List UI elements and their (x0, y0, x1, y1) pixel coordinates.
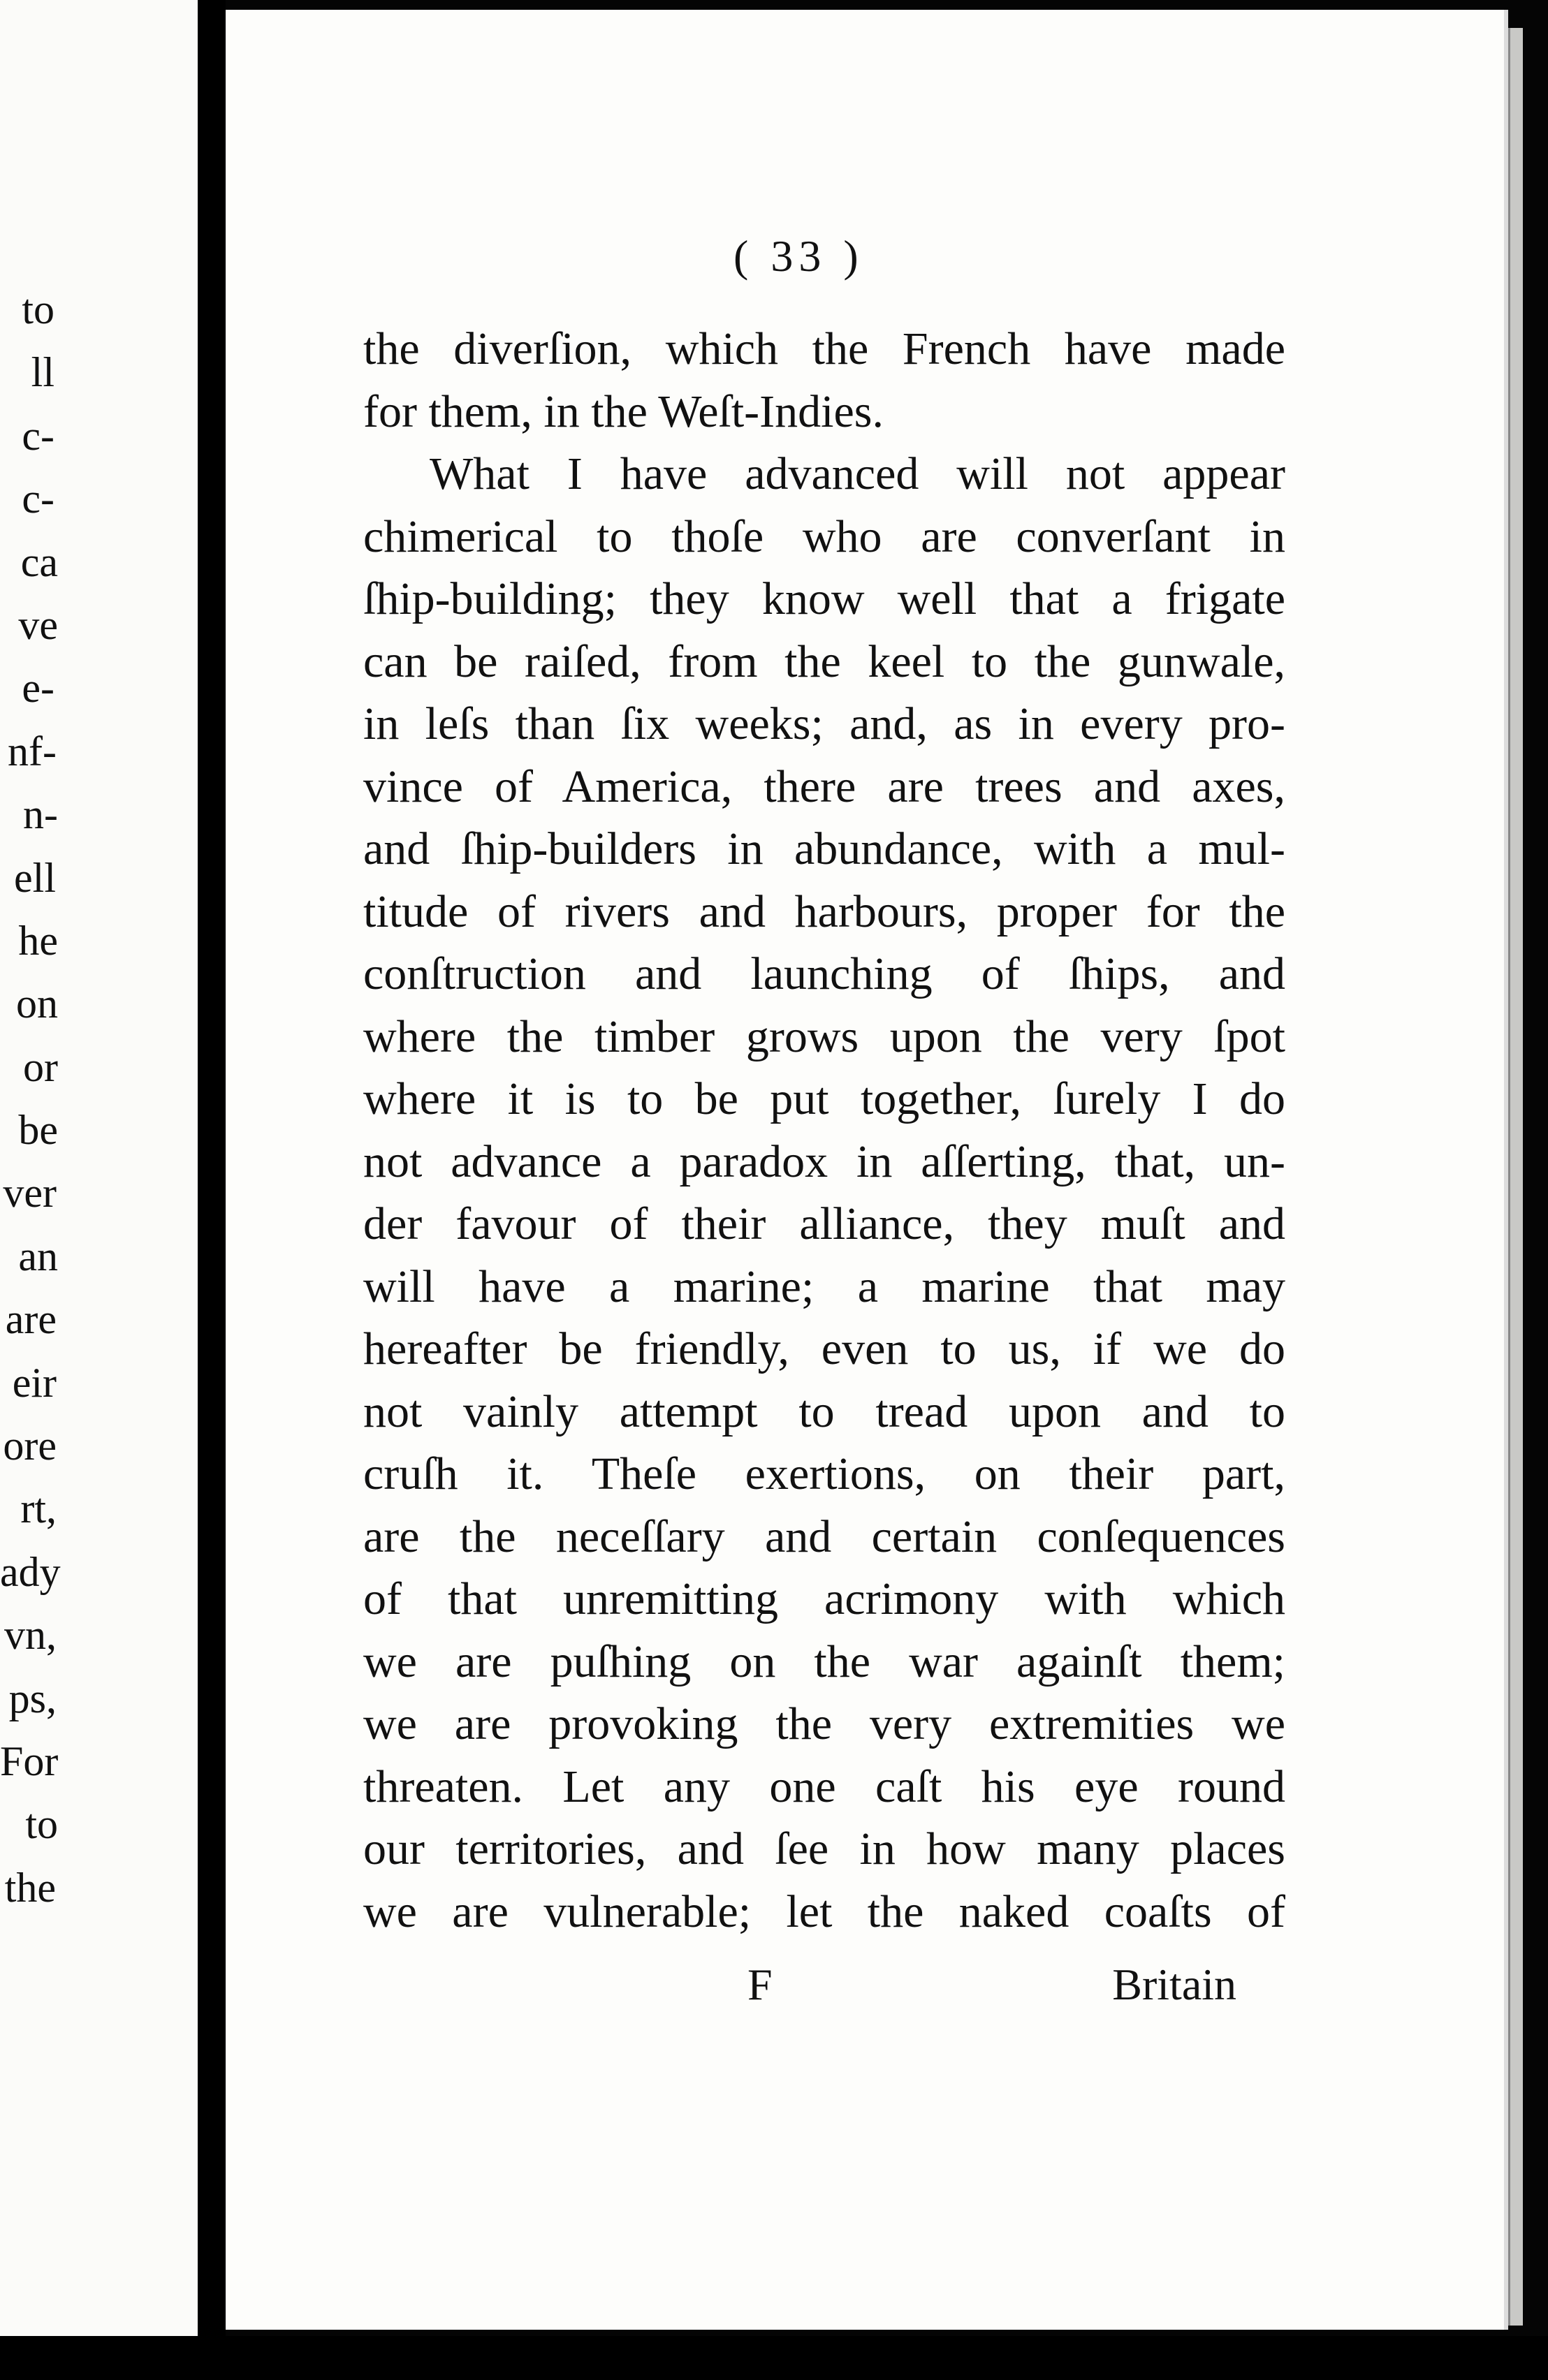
text-line: we are vulnerable; let the naked coaſts of (363, 1886, 1285, 1937)
page-footer (747, 1959, 1236, 2022)
text-line: ſhip-building; they know well that a frigate (363, 573, 1285, 624)
book-gutter (198, 0, 226, 2380)
text-line: What I have advanced will not appear (430, 448, 1285, 499)
text-line: we are provoking the very extremities we (363, 1698, 1285, 1749)
fragment-line: to (22, 286, 54, 332)
signature-mark: F (747, 1960, 773, 2009)
fragment-line: nf- (8, 728, 57, 774)
text-line: we are puſhing on the war againſt them; (363, 1636, 1285, 1687)
fragment-line: on (16, 980, 58, 1027)
fragment-line: e- (22, 665, 54, 712)
text-line: where it is to be put together, ſurely I do (363, 1073, 1285, 1124)
fragment-line: ore (3, 1423, 57, 1469)
fragment-line: the (4, 1864, 56, 1911)
fragment-line: ver (3, 1170, 57, 1217)
fragment-line: eir (12, 1359, 57, 1406)
fragment-line: c- (22, 476, 54, 522)
fragment-line: ady (0, 1548, 61, 1595)
previous-page-line-fragments (0, 278, 198, 1919)
text-line: can be raiſed, from the keel to the gunwale, (363, 636, 1285, 687)
text-line: cruſh it. Theſe exertions, on their part, (363, 1448, 1285, 1499)
fragment-line: ca (20, 538, 58, 585)
text-line: der favour of their alliance, they muſt and (363, 1198, 1285, 1249)
fragment-line: ll (31, 349, 54, 396)
text-line: hereafter be friendly, even to us, if we do (363, 1323, 1285, 1374)
scan-bottom-border (0, 2336, 1548, 2380)
text-line: vince of America, there are trees and axes, (363, 761, 1285, 812)
fragment-line: n- (23, 791, 58, 838)
text-line: are the neceſſary and certain conſequences (363, 1511, 1285, 1562)
text-line: our territories, and ſee in how many places (363, 1823, 1285, 1874)
previous-page-edge (0, 0, 200, 2336)
text-line: titude of rivers and harbours, proper for the (363, 886, 1285, 937)
fragment-line: vn, (4, 1612, 57, 1659)
text-line: of that unremitting acrimony with which (363, 1573, 1285, 1624)
fragment-line: ell (14, 854, 56, 901)
fragment-line: ps, (8, 1675, 57, 1721)
text-line: chimerical to thoſe who are converſant in (363, 510, 1285, 562)
text-line: will have a marine; a marine that may (363, 1261, 1285, 1312)
text-line: not advance a paradox in aſſerting, that, un- (363, 1136, 1285, 1187)
text-line: for them, in the Weſt-Indies. (363, 385, 884, 437)
text-line: not vainly attempt to tread upon and to (363, 1386, 1285, 1437)
fragment-line: an (18, 1233, 58, 1279)
fragment-line: ve (18, 601, 58, 648)
page-fore-edge (1508, 28, 1523, 2326)
text-line: and ſhip-builders in abundance, with a mul- (363, 823, 1285, 874)
fragment-line: to (25, 1801, 58, 1848)
fragment-line: be (18, 1107, 58, 1154)
fragment-line: For (0, 1738, 59, 1784)
fragment-line: or (23, 1043, 58, 1090)
text-line: the diverſion, which the French have made (363, 323, 1285, 374)
text-line: where the timber grows upon the very ſpot (363, 1011, 1285, 1062)
page-number-header: ( 33 ) (733, 231, 864, 281)
fragment-line: he (18, 917, 58, 964)
catchword: Britain (1112, 1960, 1236, 2009)
text-line: threaten. Let any one caſt his eye round (363, 1761, 1285, 1812)
fragment-line: c- (22, 412, 54, 459)
text-line: conſtruction and launching of ſhips, and (363, 948, 1285, 999)
text-line: in leſs than ſix weeks; and, as in every pro- (363, 698, 1285, 749)
page-body-text (363, 318, 1285, 1943)
fragment-line: are (5, 1296, 57, 1343)
fragment-line: rt, (20, 1485, 57, 1532)
